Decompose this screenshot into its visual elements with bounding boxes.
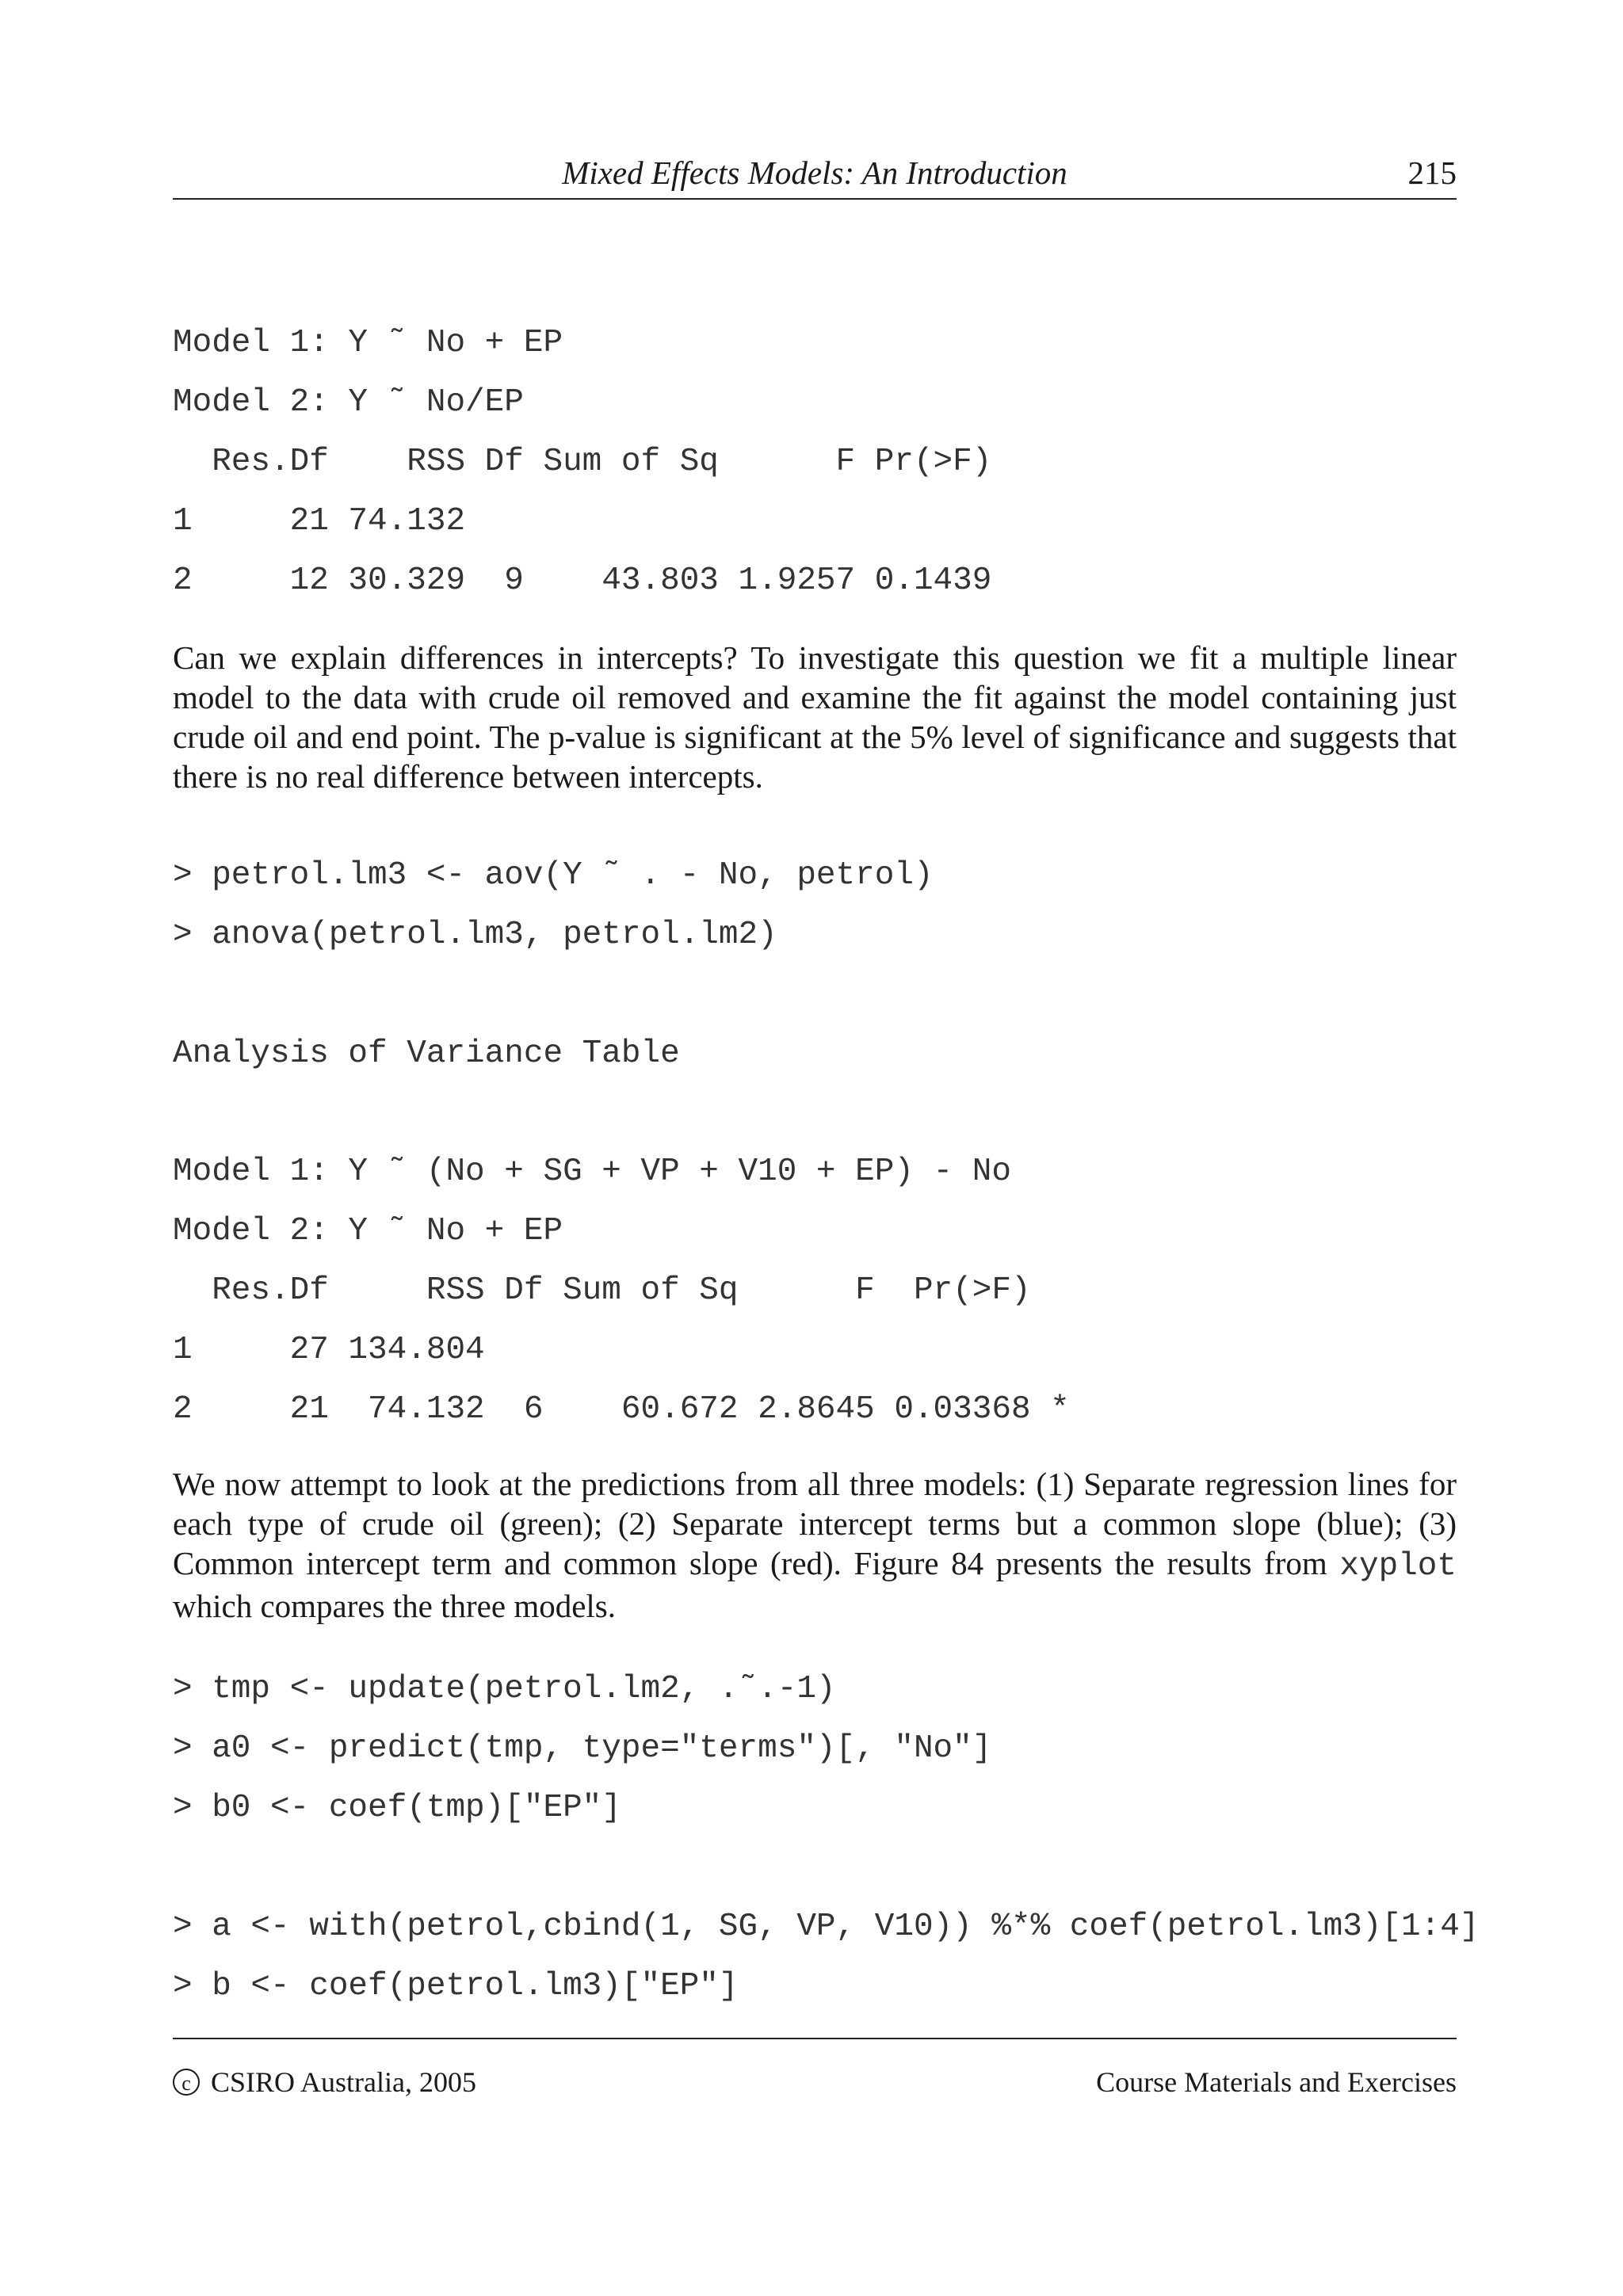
inline-code: xyplot bbox=[1339, 1548, 1457, 1585]
code-line: > anova(petrol.lm3, petrol.lm2) bbox=[173, 917, 777, 953]
footer-copyright bbox=[173, 2063, 476, 2101]
code-line: Model 1: Y ˜ (No + SG + VP + V10 + EP) - No bbox=[173, 1154, 1011, 1190]
r-commands-2 bbox=[173, 1660, 991, 1838]
footer-left-text: CSIRO Australia, 2005 bbox=[211, 2066, 477, 2098]
code-line: > tmp <- update(petrol.lm2, .˜.-1) bbox=[173, 1671, 836, 1707]
paragraph-predictions bbox=[173, 1464, 1457, 1626]
anova-table-title bbox=[173, 1024, 680, 1084]
code-line: Analysis of Variance Table bbox=[173, 1035, 680, 1072]
page-header bbox=[173, 152, 1457, 200]
anova-output-1 bbox=[173, 314, 991, 611]
paragraph-intercepts: Can we explain differences in intercepts? To investigate this question we fit a multiple linear model to the data with crude oil removed and examine the fit against the model containing just crude oil and end point. The p-value is significant at the 5% level of significance and suggests that there is no real difference between intercepts. bbox=[173, 639, 1457, 795]
r-commands-1 bbox=[173, 846, 934, 965]
footer-course: Course Materials and Exercises bbox=[1096, 2066, 1457, 2098]
code-line: > b0 <- coef(tmp)["EP"] bbox=[173, 1790, 621, 1826]
page-number: 215 bbox=[1407, 154, 1457, 191]
page-footer bbox=[173, 2038, 1457, 2111]
paragraph-text: We now attempt to look at the predictions from all three models: (1) Separate regression lines for each type of crude oil (green); (2) Separate intercept terms but a common slope (blue); (3) Common intercept term and common slope (red). Figure 84 presents the results from bbox=[173, 1466, 1457, 1581]
copyright-icon: c bbox=[173, 2069, 200, 2096]
code-line: 2 21 74.132 6 60.672 2.8645 0.03368 * bbox=[173, 1391, 1070, 1428]
code-line: Res.Df RSS Df Sum of Sq F Pr(>F) bbox=[173, 444, 992, 480]
code-line: Res.Df RSS Df Sum of Sq F Pr(>F) bbox=[173, 1272, 1031, 1309]
code-line: Model 2: Y ˜ No + EP bbox=[173, 1213, 563, 1249]
code-line: 1 21 74.132 bbox=[173, 503, 466, 540]
code-line: > b <- coef(petrol.lm3)["EP"] bbox=[173, 1968, 739, 2004]
code-line: > petrol.lm3 <- aov(Y ˜ . - No, petrol) bbox=[173, 857, 934, 894]
paragraph-text: which compares the three models. bbox=[173, 1588, 617, 1624]
code-line: > a0 <- predict(tmp, type="terms")[, "No"] bbox=[173, 1730, 992, 1767]
code-line: > a <- with(petrol,cbind(1, SG, VP, V10)) %*% coef(petrol.lm3)[1:4] bbox=[173, 1909, 1480, 1945]
code-line: 2 12 30.329 9 43.803 1.9257 0.1439 bbox=[173, 563, 992, 599]
code-line: Model 1: Y ˜ No + EP bbox=[173, 325, 563, 361]
r-commands-3 bbox=[173, 1897, 1479, 2016]
anova-output-2 bbox=[173, 1142, 1070, 1440]
code-line: 1 27 134.804 bbox=[173, 1332, 485, 1368]
running-title: Mixed Effects Models: An Introduction bbox=[562, 154, 1067, 191]
code-line: Model 2: Y ˜ No/EP bbox=[173, 384, 524, 421]
